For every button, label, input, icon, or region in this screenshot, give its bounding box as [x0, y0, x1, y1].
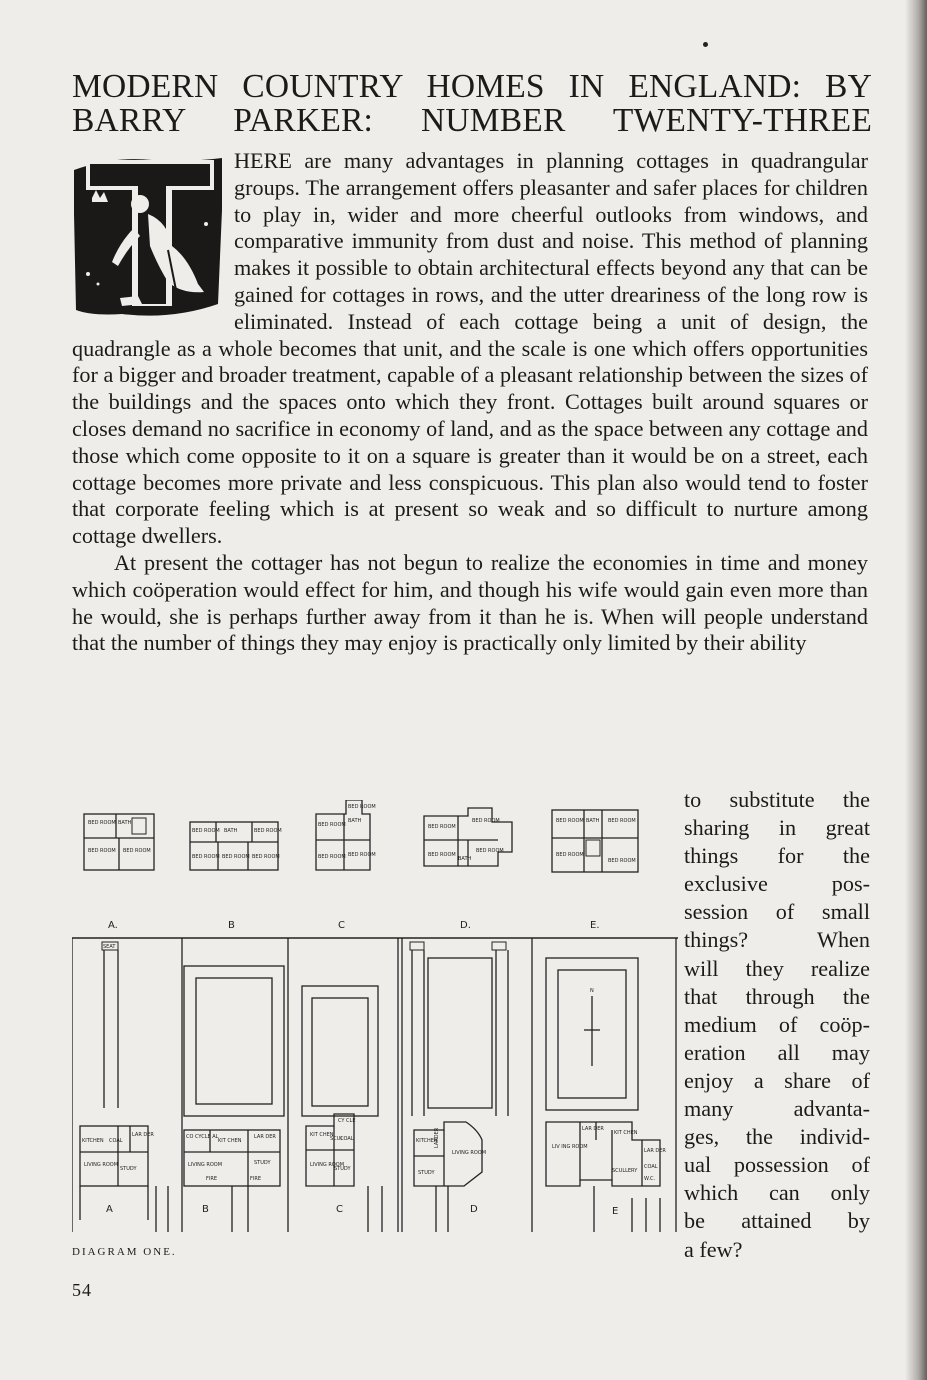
room-label: LARDER — [434, 1127, 440, 1148]
room-label: LIVING ROOM — [188, 1162, 223, 1168]
room-label: SCULLERY — [612, 1168, 638, 1174]
plan-label-b: B — [228, 920, 235, 931]
room-label: BED ROOM — [254, 828, 282, 834]
room-label: STUDY — [254, 1160, 271, 1166]
room-label: BATH — [586, 818, 600, 824]
room-label: KIT CHEN — [218, 1138, 242, 1144]
room-label: BATH — [118, 820, 132, 826]
room-label: BATH — [458, 856, 472, 862]
plan-label-c: C — [338, 920, 345, 931]
room-label: BED ROOM — [222, 854, 250, 860]
side-line: that through the — [684, 983, 870, 1009]
diagram-caption: DIAGRAM ONE. — [72, 1246, 177, 1258]
room-label: LAR DER — [254, 1134, 276, 1140]
room-label: BED ROOM — [556, 852, 584, 858]
side-line: be attained by — [684, 1208, 870, 1234]
site-plan — [72, 938, 678, 1232]
article-title — [72, 70, 872, 138]
room-label: BED ROOM — [88, 848, 116, 854]
room-label: LIVING ROOM — [452, 1150, 487, 1156]
room-label: LAR DER — [582, 1126, 604, 1132]
side-line: to substitute the — [684, 787, 870, 812]
upper-plan-e — [552, 810, 638, 872]
side-line: ual possession of — [684, 1152, 870, 1178]
room-label: BED ROOM — [88, 820, 116, 826]
side-line: session of small — [684, 899, 870, 925]
upper-plan-d — [424, 808, 512, 866]
room-label: FIRE — [206, 1176, 217, 1182]
room-label: LAR DER — [132, 1132, 154, 1138]
side-line: eration all may — [684, 1039, 870, 1065]
room-label: LIVING ROOM — [84, 1162, 119, 1168]
room-label: CY CLE — [338, 1118, 356, 1124]
side-line: sharing in great — [684, 815, 870, 841]
title-line-1: MODERN COUNTRY HOMES IN ENGLAND: BY — [72, 68, 872, 105]
diagram-one-site-plan — [72, 800, 678, 1240]
room-label: BED ROOM — [608, 818, 636, 824]
side-line: exclusive pos- — [684, 871, 870, 897]
article-body — [72, 148, 868, 657]
side-column-text — [684, 786, 870, 1264]
room-label: BATH — [224, 828, 238, 834]
room-label: COAL — [340, 1136, 354, 1142]
room-label: BED ROOM — [472, 818, 500, 824]
upper-plan-c — [316, 800, 376, 870]
room-label: BED ROOM — [318, 854, 346, 860]
room-label: LIV ING ROOM — [552, 1144, 588, 1150]
room-label: LAR DER — [644, 1148, 666, 1154]
side-line: ges, the individ- — [684, 1124, 870, 1150]
room-label: KITCHEN — [416, 1138, 438, 1144]
plot-label-e: E — [612, 1206, 619, 1217]
plot-label-c: C — [336, 1204, 343, 1215]
room-label: BED ROOM — [476, 848, 504, 854]
title-line-2: BARRY PARKER: NUMBER TWENTY-THREE — [72, 102, 872, 139]
room-label: W.C. — [644, 1176, 656, 1182]
side-line: things? When — [684, 927, 870, 953]
room-label: BED ROOM — [192, 828, 220, 834]
upper-plan-b — [190, 822, 282, 870]
room-label: BED ROOM — [608, 858, 636, 864]
ink-dot — [703, 42, 708, 47]
room-label: STUDY — [120, 1166, 137, 1172]
room-label: KIT CHEN — [310, 1132, 334, 1138]
room-label: KITCHEN — [82, 1138, 104, 1144]
room-label: BATH — [348, 818, 362, 824]
side-line: a few? — [684, 1236, 743, 1262]
room-label: CO CYCLE AL — [186, 1134, 219, 1140]
paragraph-2: At present the cottager has not begun to realize the economies in time and money which coöperation would effect for him, and though his wife would gain even more than he would, she is perhaps further away from it than he is. When will people understand that the number of things they may enjoy is practically only limited by their ability — [72, 549, 868, 656]
side-line: which can only — [684, 1180, 870, 1206]
room-label: STUDY — [418, 1170, 435, 1176]
room-label: SCUL — [330, 1136, 344, 1142]
side-line: things for the — [684, 843, 870, 869]
room-label: BED ROOM — [123, 848, 151, 854]
upper-plan-labels — [108, 920, 600, 931]
side-line: enjoy a share of — [684, 1067, 870, 1093]
room-label: FIRE — [250, 1176, 261, 1182]
upper-plan-a — [84, 814, 154, 870]
plan-label-a: A. — [108, 920, 118, 931]
room-label: STUDY — [334, 1166, 351, 1172]
room-label: COAL — [109, 1138, 123, 1144]
paragraph-1: HERE are many advantages in planning cottages in quadrangular groups. The arrangement offers pleasanter and safer places for children to play in, wider and more cheerful outlooks from windows, and comparative immunity from dust and noise. This method of planning makes it possible to obtain architectural effects beyond any that can be gained for cottages in rows, and the utter dreariness of the long row is eliminated. Instead of each cottage being a unit of design, the quadrangle as a whole becomes that unit, and the scale is one which offers opportunities for a bigger and broader treatment, capable of a pleasant relationship between the sizes of the buildings and the spaces onto which they front. Cottages built around squares or closes demand no sacrifice in economy of land, and as the space between any cottage and those which come opposite to it on a square is greater than it would be on a street, each cottage becomes more private and less conspicuous. This plan also would tend to foster that corporate feeling which is at present so weak and so difficult to nurture among cottage dwellers. — [72, 148, 868, 549]
side-line: many advanta- — [684, 1096, 870, 1122]
north-label: N — [590, 988, 594, 994]
room-label: BED ROOM — [192, 854, 220, 860]
room-label: BED ROOM — [348, 804, 376, 810]
room-label: LIVING ROOM — [310, 1162, 345, 1168]
room-label: BED ROOM — [348, 852, 376, 858]
side-line: will they realize — [684, 955, 870, 981]
plot-label-d: D — [470, 1204, 478, 1215]
room-label: BED ROOM — [428, 824, 456, 830]
drop-cap-t-illustration — [72, 154, 224, 324]
page-edge-shadow — [905, 0, 927, 1380]
room-label: COAL — [644, 1164, 658, 1170]
room-label: BED ROOM — [318, 822, 346, 828]
seat-label: SEAT — [103, 944, 116, 950]
room-label: BED ROOM — [252, 854, 280, 860]
plan-label-d: D. — [460, 920, 471, 931]
plan-label-e: E. — [590, 920, 600, 931]
page-number: 54 — [72, 1280, 92, 1300]
room-label: BED ROOM — [556, 818, 584, 824]
plot-label-b: B — [202, 1204, 209, 1215]
room-label: BED ROOM — [428, 852, 456, 858]
side-line: medium of coöp- — [684, 1011, 870, 1037]
room-label: KIT CHEN — [614, 1130, 638, 1136]
plot-label-a: A — [106, 1204, 113, 1215]
